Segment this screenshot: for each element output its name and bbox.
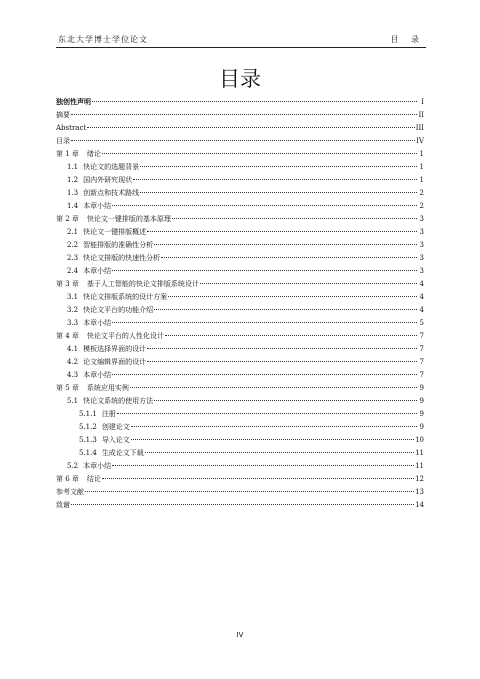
- toc-leader-dots: [87, 127, 415, 128]
- toc-page-number: 9: [419, 384, 424, 392]
- toc-entry-text: [56, 330, 164, 343]
- toc-leader-dots: [200, 283, 417, 284]
- toc-entry-text: [56, 473, 101, 486]
- toc-entry-text: [56, 382, 129, 395]
- toc-entry-text: [56, 499, 70, 512]
- toc-leader-dots: [147, 348, 417, 349]
- toc-page-number: 7: [419, 371, 424, 379]
- toc-entry-number: 5.2: [67, 462, 79, 470]
- toc-entry[interactable]: [56, 356, 424, 369]
- toc-entry-text: [67, 291, 167, 304]
- toc-entry-text: [56, 122, 86, 135]
- toc-leader-dots: [71, 140, 415, 141]
- toc-leader-dots: [147, 361, 417, 362]
- toc-entry[interactable]: [56, 122, 424, 135]
- toc-leader-dots: [112, 270, 417, 271]
- toc-entry-label: 导入论文: [101, 436, 130, 444]
- toc-entry-text: [67, 161, 139, 174]
- toc-entry-number: 2.4: [67, 267, 79, 275]
- toc-page-number: 7: [419, 358, 424, 366]
- toc-page-number: 11: [415, 462, 424, 470]
- toc-page-number: 3: [419, 228, 424, 236]
- toc-leader-dots: [154, 400, 417, 401]
- toc-entry-number: 第 3 章: [56, 280, 79, 288]
- toc-page-number: 9: [419, 423, 424, 431]
- toc-page-number: 5: [419, 319, 424, 327]
- toc-entry-label: 快论文平台的功能介绍: [83, 306, 154, 314]
- toc-leader-dots: [140, 192, 417, 193]
- toc-page-number: IV: [416, 137, 424, 145]
- toc-entry-text: [67, 187, 139, 200]
- toc-entry[interactable]: [56, 252, 424, 265]
- toc-entry-text: [67, 343, 146, 356]
- toc-page-number: 2: [419, 189, 424, 197]
- toc-entry-text: [67, 304, 153, 317]
- toc-entry[interactable]: [56, 291, 424, 304]
- toc-leader-dots: [161, 257, 417, 258]
- toc-entry-label: Abstract: [56, 124, 87, 132]
- toc-entry-number: 5.1.3: [79, 436, 97, 444]
- toc-leader-dots: [112, 205, 417, 206]
- toc-leader-dots: [140, 166, 417, 167]
- toc-entry-text: [56, 148, 101, 161]
- toc-entry-number: 4.3: [67, 371, 79, 379]
- toc-page-number: 3: [419, 241, 424, 249]
- toc-page-number: I: [421, 98, 424, 106]
- toc-entry-text: [56, 96, 91, 109]
- toc-leader-dots: [147, 231, 417, 232]
- toc-entry-text: [67, 174, 132, 187]
- toc-entry[interactable]: [56, 174, 424, 187]
- toc-entry-text: [67, 395, 153, 408]
- toc-leader-dots: [112, 465, 414, 466]
- toc-entry-number: 第 4 章: [56, 332, 79, 340]
- toc-entry[interactable]: [56, 369, 424, 382]
- toc-leader-dots: [165, 335, 417, 336]
- toc-entry-label: 快论文排版的快速性分析: [83, 254, 161, 262]
- toc-entry[interactable]: [56, 109, 424, 122]
- toc-entry-number: 2.3: [67, 254, 79, 262]
- toc-entry-number: 3.3: [67, 319, 79, 327]
- toc-entry-label: 本章小结: [83, 319, 112, 327]
- toc-entry-label: 智能排版的准确性分析: [83, 241, 154, 249]
- toc-entry-text: [56, 213, 171, 226]
- toc-entry-label: 注册: [101, 410, 116, 418]
- toc-entry-label: 系统应用实例: [86, 384, 129, 392]
- toc-entry-label: 快论文一键排版概述: [83, 228, 147, 236]
- toc-entry-text: [67, 239, 153, 252]
- toc-entry-number: 第 6 章: [56, 475, 79, 483]
- toc-entry-label: 独创性声明: [56, 98, 91, 106]
- toc-leader-dots: [102, 478, 414, 479]
- header-rule: [56, 47, 426, 48]
- toc-entry-text: [67, 460, 111, 473]
- toc-entry-label: 本章小结: [83, 267, 112, 275]
- toc-entry-text: [79, 447, 144, 460]
- toc-page-number: 4: [419, 306, 424, 314]
- toc-leader-dots: [172, 218, 417, 219]
- toc-entry[interactable]: [56, 499, 424, 512]
- toc-entry[interactable]: [56, 460, 424, 473]
- toc-entry-number: 1.4: [67, 202, 79, 210]
- toc-entry-number: 1.2: [67, 176, 79, 184]
- toc-leader-dots: [71, 114, 417, 115]
- page-number: IV: [236, 631, 244, 639]
- toc-entry[interactable]: [56, 200, 424, 213]
- toc-entry-label: 创新点和技术路线: [83, 189, 140, 197]
- table-of-contents: [56, 96, 424, 512]
- toc-leader-dots: [112, 374, 417, 375]
- toc-entry-text: [56, 109, 70, 122]
- toc-entry-text: [67, 317, 111, 330]
- toc-entry-text: [56, 135, 70, 148]
- toc-entry[interactable]: [56, 486, 424, 499]
- toc-entry[interactable]: [56, 473, 424, 486]
- toc-entry-number: 4.2: [67, 358, 79, 366]
- toc-leader-dots: [145, 452, 414, 453]
- toc-page-number: III: [415, 124, 424, 132]
- toc-page-number: 14: [415, 501, 424, 509]
- toc-entry[interactable]: [56, 226, 424, 239]
- toc-entry[interactable]: [56, 421, 424, 434]
- toc-page-number: 1: [419, 150, 424, 158]
- toc-entry-number: 2.2: [67, 241, 79, 249]
- toc-leader-dots: [112, 322, 417, 323]
- toc-entry[interactable]: [56, 395, 424, 408]
- toc-page-number: 1: [419, 176, 424, 184]
- toc-page-number: 4: [419, 293, 424, 301]
- toc-entry-number: 5.1.4: [79, 449, 97, 457]
- running-header-left: 东北大学博士学位论文: [58, 35, 148, 44]
- toc-leader-dots: [154, 244, 417, 245]
- toc-leader-dots: [133, 179, 417, 180]
- toc-leader-dots: [117, 413, 417, 414]
- toc-leader-dots: [131, 426, 417, 427]
- toc-entry-label: 生成论文下载: [101, 449, 144, 457]
- toc-page-number: 4: [419, 280, 424, 288]
- toc-entry-text: [67, 265, 111, 278]
- toc-entry-label: 论文编辑界面的设计: [83, 358, 147, 366]
- toc-entry-text: [67, 369, 111, 382]
- toc-page-number: 13: [415, 488, 424, 496]
- toc-entry-label: 摘要: [56, 111, 70, 119]
- toc-page-number: 10: [415, 436, 424, 444]
- toc-leader-dots: [130, 387, 417, 388]
- toc-entry-label: 基于人工智能的快论文排版系统设计: [86, 280, 199, 288]
- toc-entry[interactable]: [56, 278, 424, 291]
- toc-leader-dots: [168, 296, 417, 297]
- page-title: 目录: [219, 67, 261, 91]
- toc-entry-label: 目录: [56, 137, 70, 145]
- toc-entry[interactable]: [56, 148, 424, 161]
- toc-entry-text: [79, 408, 116, 421]
- toc-entry-number: 第 5 章: [56, 384, 79, 392]
- toc-entry[interactable]: [56, 265, 424, 278]
- toc-entry-label: 绪论: [86, 150, 101, 158]
- toc-leader-dots: [71, 504, 414, 505]
- toc-entry-text: [67, 356, 146, 369]
- toc-page-number: 7: [419, 332, 424, 340]
- toc-entry[interactable]: [56, 135, 424, 148]
- toc-entry-number: 4.1: [67, 345, 79, 353]
- toc-page-number: 1: [419, 163, 424, 171]
- toc-entry[interactable]: [56, 330, 424, 343]
- toc-entry-label: 模板选择界面的设计: [83, 345, 147, 353]
- toc-page-number: 12: [415, 475, 424, 483]
- toc-entry-number: 5.1: [67, 397, 79, 405]
- toc-entry-text: [56, 278, 199, 291]
- toc-entry-label: 快论文平台的人性化设计: [86, 332, 164, 340]
- toc-entry-number: 1.1: [67, 163, 79, 171]
- toc-entry-text: [67, 200, 111, 213]
- toc-entry-number: 2.1: [67, 228, 79, 236]
- toc-page-number: 9: [419, 397, 424, 405]
- toc-entry[interactable]: [56, 304, 424, 317]
- toc-entry-number: 5.1.2: [79, 423, 97, 431]
- toc-entry[interactable]: [56, 96, 424, 109]
- toc-entry-number: 3.2: [67, 306, 79, 314]
- toc-leader-dots: [85, 491, 414, 492]
- toc-page-number: 3: [419, 215, 424, 223]
- toc-entry-number: 3.1: [67, 293, 79, 301]
- toc-page-number: II: [418, 111, 424, 119]
- toc-entry-label: 本章小结: [83, 371, 112, 379]
- toc-entry-text: [67, 226, 146, 239]
- toc-entry-text: [56, 486, 84, 499]
- toc-entry-label: 结论: [86, 475, 101, 483]
- toc-entry[interactable]: [56, 317, 424, 330]
- toc-entry-text: [67, 252, 160, 265]
- toc-entry-text: [79, 434, 130, 447]
- toc-entry-label: 快论文系统的使用方法: [83, 397, 154, 405]
- toc-entry[interactable]: [56, 213, 424, 226]
- toc-page-number: 11: [415, 449, 424, 457]
- toc-leader-dots: [102, 153, 417, 154]
- toc-entry[interactable]: [56, 239, 424, 252]
- toc-page-number: 3: [419, 254, 424, 262]
- toc-entry-number: 1.3: [67, 189, 79, 197]
- toc-leader-dots: [131, 439, 414, 440]
- toc-entry-label: 致谢: [56, 501, 70, 509]
- toc-entry[interactable]: [56, 382, 424, 395]
- toc-entry-label: 创建论文: [101, 423, 130, 431]
- toc-leader-dots: [92, 101, 417, 102]
- running-header-right: 目 录: [390, 35, 424, 44]
- toc-entry-label: 快论文一键排版的基本原理: [86, 215, 171, 223]
- toc-entry-number: 第 2 章: [56, 215, 79, 223]
- toc-entry-label: 本章小结: [83, 462, 112, 470]
- toc-entry[interactable]: [56, 408, 424, 421]
- toc-entry-label: 快论文的选题背景: [83, 163, 140, 171]
- toc-page-number: 9: [419, 410, 424, 418]
- toc-entry-label: 参考文献: [56, 488, 84, 496]
- toc-entry-number: 第 1 章: [56, 150, 79, 158]
- toc-entry[interactable]: [56, 434, 424, 447]
- toc-page-number: 3: [419, 267, 424, 275]
- toc-leader-dots: [154, 309, 417, 310]
- toc-entry-text: [79, 421, 130, 434]
- toc-entry[interactable]: [56, 187, 424, 200]
- toc-entry-label: 国内外研究现状: [83, 176, 133, 184]
- toc-page-number: 7: [419, 345, 424, 353]
- toc-entry-label: 本章小结: [83, 202, 112, 210]
- toc-entry-number: 5.1.1: [79, 410, 97, 418]
- toc-entry[interactable]: [56, 343, 424, 356]
- toc-entry-label: 快论文排版系统的设计方案: [83, 293, 168, 301]
- toc-page-number: 2: [419, 202, 424, 210]
- toc-entry[interactable]: [56, 447, 424, 460]
- toc-entry[interactable]: [56, 161, 424, 174]
